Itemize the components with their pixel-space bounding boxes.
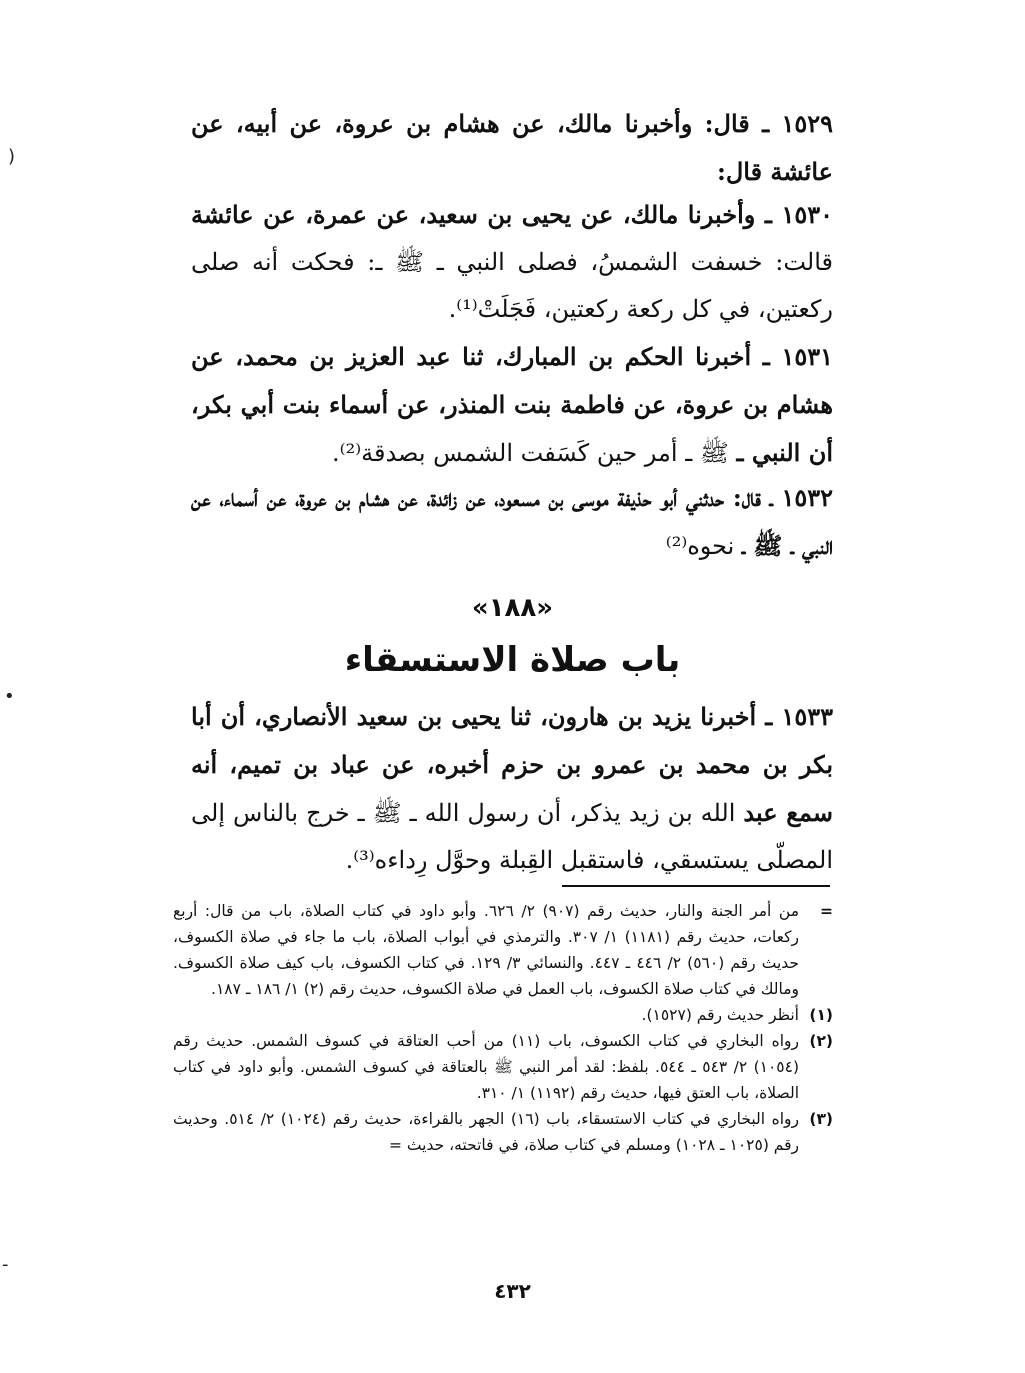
footnote-1 — [173, 1002, 833, 1028]
hadith-chain: ١٥٣٢ ـ قال: حدثني أبو حذيفة موسى بن مسعود، عن زائدة، عن هشام بن عروة، عن أسماء، عن النبي ـ ﷺ ـ — [191, 483, 833, 560]
hadith-chain: ١٥٣٣ ـ أخبرنا يزيد بن هارون، ثنا يحيى بن سعيد الأنصاري، أن أبا بكر بن محمد بن عمرو بن حزم أخبره، عن عباد بن تميم، أنه سمع عبد — [191, 702, 833, 827]
hadith-1533 — [191, 693, 833, 884]
hadith-1530 — [191, 191, 833, 333]
hadith-text: ١٥٢٩ ـ قال: وأخبرنا مالك، عن هشام بن عروة، عن أبيه، عن عائشة قال: — [191, 109, 833, 186]
chapter-title: باب صلاة الاستسقاء — [344, 640, 681, 680]
hadith-1531 — [191, 333, 833, 477]
hadith-matn: نحوه⁽²⁾ — [665, 532, 735, 560]
page-number: ٤٣٢ — [494, 1279, 531, 1303]
hadith-matn: قالت: خسفت الشمسُ، فصلى النبي ـ ﷺ ـ: فحكت أنه صلى ركعتين، في كل ركعة ركعتين، فَجَلَتْ⁽¹⁾. — [191, 248, 833, 323]
footnote-text: رواه البخاري في كتاب الاستسقاء، باب (١٦) الجهر بالقراءة، حديث رقم (١٠٢٤) ٢/ ٥١٤. وحديث رقم (١٠٢٥ ـ ١٠٢٨) ومسلم في كتاب صلاة، في فاتحته، حديث = — [173, 1110, 799, 1154]
footnote-mark: (٢) — [809, 1032, 833, 1050]
footnote-separator — [562, 885, 830, 887]
scan-mark-left-middle: • — [4, 686, 15, 707]
scan-mark-left-bottom: - — [2, 1254, 9, 1275]
hadith-1532 — [191, 474, 833, 570]
hadith-1529 — [191, 100, 833, 196]
footnote-mark: (٣) — [809, 1110, 833, 1128]
footnote-text: رواه البخاري في كتاب الكسوف، باب (١١) من أحب العتاقة في كسوف الشمس. حديث رقم (١٠٥٤) ٢/ ٥٤٣ ـ ٥٤٤. بلفظ: لقد أمر النبي ﷺ بالعتاقة في كسوف الشمس. وأبو داود في كتاب الصلاة، باب العتق فيها، حديث رقم (١١٩٢) ١/ ٣١٠. — [173, 1032, 799, 1102]
footnote-continuation — [173, 898, 833, 1002]
footnote-mark: (١) — [809, 1006, 833, 1024]
hadith-matn: الله بن زيد يذكر، أن رسول الله ـ ﷺ ـ خرج بالناس إلى المصلّى يستسقي، فاستقبل القِبلة وحوَّل رِداءه⁽³⁾. — [191, 799, 833, 874]
hadith-chain: ١٥٣٠ ـ وأخبرنا مالك، عن يحيى بن سعيد، عن عمرة، عن عائشة — [191, 200, 833, 229]
hadith-matn: ﷺ ـ أمر حين كَسَفت الشمس بصدقة⁽²⁾. — [332, 439, 729, 467]
footnote-text: أنظر حديث رقم (١٥٢٧). — [641, 1006, 799, 1024]
hadith-chain: ١٥٣١ ـ أخبرنا الحكم بن المبارك، ثنا عبد العزيز بن محمد، عن هشام بن عروة، عن فاطمة بنت المنذر، عن أسماء بنت أبي بكر، أن النبي ـ — [191, 342, 833, 467]
footnote-mark: = — [820, 902, 833, 920]
scan-mark-left-top: ( — [8, 146, 16, 167]
footnote-3 — [173, 1106, 833, 1158]
footnotes — [173, 898, 833, 1158]
chapter-number: «١٨٨» — [471, 593, 554, 623]
footnote-text: من أمر الجنة والنار، حديث رقم (٩٠٧) ٢/ ٦٢٦. وأبو داود في كتاب الصلاة، باب من قال: أربع ركعات، حديث رقم (١١٨١) ١/ ٣٠٧. والترمذي في أبواب الصلاة، باب ما جاء في صلاة الكسوف، حديث رقم (٥٦٠) ٢/ ٤٤٦ ـ ٤٤٧. والنسائي ٣/ ١٢٩. في كتاب الكسوف، باب كيف صلاة الكسوف. ومالك في كتاب صلاة الكسوف، باب العمل في صلاة الكسوف، حديث رقم (٢) ١/ ١٨٦ ـ ١٨٧. — [173, 902, 800, 998]
footnote-2 — [173, 1028, 833, 1106]
